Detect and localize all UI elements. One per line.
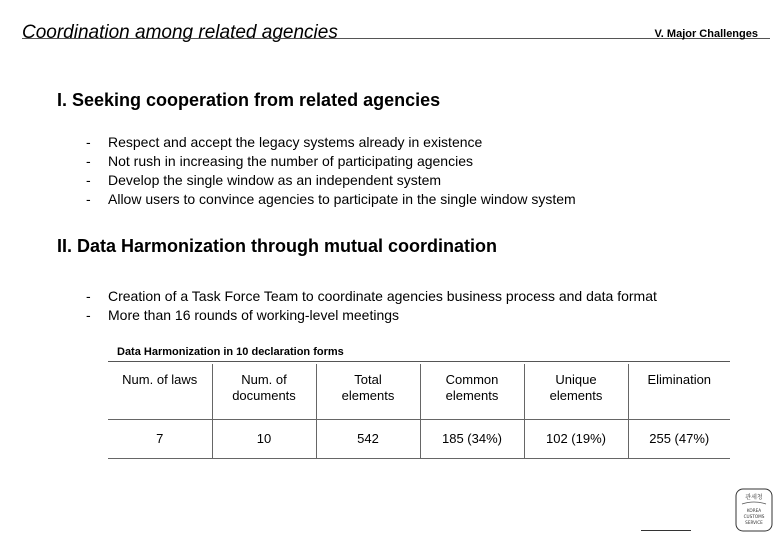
- dash-marker: -: [86, 134, 91, 150]
- header-total-elements: [316, 364, 420, 419]
- header-text: elements: [341, 388, 395, 403]
- dash-marker: -: [86, 153, 91, 169]
- list-item-text: Creation of a Task Force Team to coordinate agencies business process and data format: [108, 288, 657, 304]
- table-row: [108, 419, 730, 458]
- seal-text-service: SERVICE: [745, 520, 763, 525]
- list-item: [86, 287, 657, 306]
- cell-unique-elements: 102 (19%): [524, 419, 628, 458]
- header-num-laws: [108, 364, 212, 419]
- footer-line: [641, 530, 691, 531]
- header-text: Unique: [555, 372, 597, 387]
- list-item-text: More than 16 rounds of working-level meetings: [108, 307, 400, 323]
- list-item-text: Respect and accept the legacy systems already in existence: [108, 134, 483, 150]
- list-item: [86, 152, 576, 171]
- list-item: [86, 171, 576, 190]
- header-num-documents: [212, 364, 316, 419]
- seal-emblem-icon: [742, 502, 766, 504]
- header-text: elements: [445, 388, 499, 403]
- bullet-list-1: [86, 133, 576, 209]
- dash-marker: -: [86, 191, 91, 207]
- header-text: Common: [445, 372, 499, 387]
- cell-elimination: 255 (47%): [628, 419, 730, 458]
- header-unique-elements: [524, 364, 628, 419]
- dash-marker: -: [86, 288, 91, 304]
- header-text: elements: [549, 388, 603, 403]
- section-heading-2: II. Data Harmonization through mutual coordination: [57, 236, 497, 256]
- list-item-text: Not rush in increasing the number of participating agencies: [108, 153, 473, 169]
- list-item: [86, 190, 576, 209]
- table-header-row: [108, 364, 730, 419]
- list-item-text: Allow users to convince agencies to participate in the single window system: [108, 191, 576, 207]
- dash-marker: -: [86, 172, 91, 188]
- cell-total-elements: 542: [316, 419, 420, 458]
- cell-num-laws: 7: [108, 419, 212, 458]
- list-item-text: Develop the single window as an independent system: [108, 172, 442, 188]
- bullet-list-2: [86, 287, 657, 325]
- section-heading-1: I. Seeking cooperation from related agencies: [57, 90, 441, 110]
- seal-text-customs: CUSTOMS: [743, 514, 765, 519]
- list-item: [86, 306, 657, 325]
- header-text: Total: [354, 372, 382, 387]
- list-item: [86, 133, 576, 152]
- slide-title: Coordination among related agencies: [22, 22, 338, 43]
- section-tag: V. Major Challenges: [654, 28, 758, 40]
- korea-customs-logo: [732, 488, 776, 532]
- header-elimination: [628, 364, 730, 419]
- cell-num-documents: 10: [212, 419, 316, 458]
- header-text: Elimination: [647, 372, 712, 387]
- seal-text-korea: KOREA: [746, 508, 762, 513]
- table-caption: Data Harmonization in 10 declaration forms: [117, 346, 344, 358]
- header-common-elements: [420, 364, 524, 419]
- header-text: documents: [232, 388, 296, 403]
- dash-marker: -: [86, 307, 91, 323]
- header-text: Num. of: [241, 372, 287, 387]
- seal-text-korean: 관세청: [745, 494, 763, 501]
- header-text: Num. of laws: [122, 372, 198, 387]
- harmonization-table: [108, 364, 730, 459]
- cell-common-elements: 185 (34%): [420, 419, 524, 458]
- caption-rule: [108, 361, 730, 362]
